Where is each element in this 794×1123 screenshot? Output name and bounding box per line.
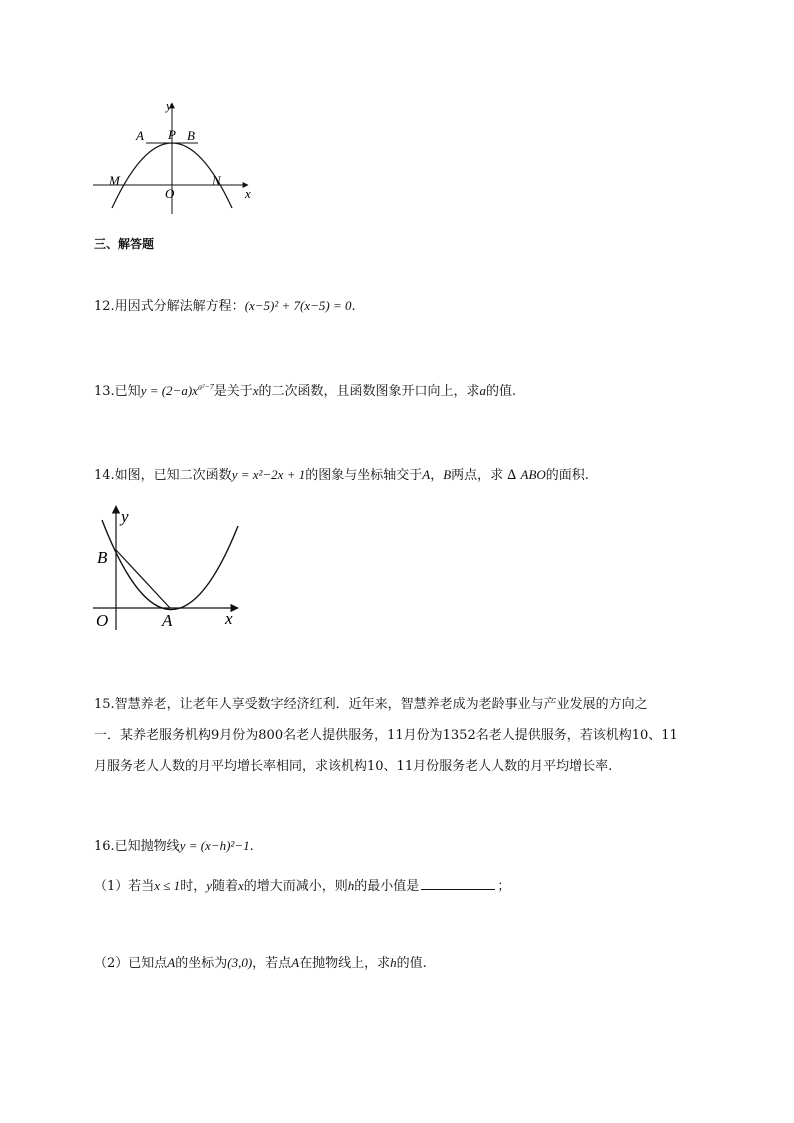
question-15-line-3: 月服务老人人数的月平均增长率相同，求该机构10、11月份服务老人人数的月平均增长率.: [94, 759, 613, 774]
q13-var-x: x: [252, 383, 259, 398]
label-p: P: [168, 127, 176, 142]
q16-p2-text-a: （2）已知点: [94, 956, 168, 971]
question-16: [94, 836, 254, 857]
q16-p1-text-d: 的增大而减小，则: [243, 879, 348, 894]
q14-text-4: 的面积.: [545, 468, 589, 483]
figure-2-parabola: [88, 500, 258, 635]
q13-text-2: 是关于: [213, 384, 253, 399]
q16-p2-var-h: h: [390, 955, 397, 970]
label-x: x: [245, 186, 251, 201]
q16-p2-text-b: 的坐标为: [175, 956, 228, 971]
segment-ab: [116, 550, 170, 608]
q14-text-1: 14.如图，已知二次函数: [94, 468, 232, 483]
q13-text-4: 的值.: [486, 384, 517, 399]
q16-p1-var-x: x: [238, 878, 244, 893]
label-x: x: [225, 609, 233, 628]
q16-p2-coord: (3,0): [227, 955, 253, 970]
q13-text-1: 13.已知: [94, 384, 141, 399]
q14-text-3: 两点，求 ∆: [451, 468, 521, 483]
q16-p2-point-a: A: [167, 955, 176, 970]
q14-sep: ，: [430, 468, 444, 483]
q13-exponent: a²−7: [197, 382, 214, 392]
q14-triangle: ABO: [520, 467, 546, 482]
question-15-line-1: 15.智慧养老，让老年人享受数字经济红利．近年来，智慧养老成为老龄事业与产业发展的方向之: [94, 697, 648, 712]
q16-expression: y = (x−h)²−1: [179, 838, 250, 853]
q12-end: .: [351, 299, 356, 314]
question-16-part-1: [94, 875, 510, 897]
figure-1-parabola: [88, 98, 263, 218]
q16-p2-text-e: 的值.: [396, 956, 427, 971]
q14-point-b: B: [443, 467, 452, 482]
q16-p2-point-a2: A: [291, 955, 300, 970]
label-a: A: [162, 611, 173, 630]
q13-var-a: a: [479, 383, 487, 398]
q16-p1-text-c: 随着: [211, 879, 238, 894]
label-y: y: [166, 98, 172, 113]
q16-p1-text-b: 时，: [180, 879, 207, 894]
q13-text-3: 的二次函数，且函数图象开口向上，求: [258, 384, 480, 399]
q16-text-1: 16.已知抛物线: [94, 839, 180, 854]
section-title: 三、解答题: [94, 237, 155, 251]
q16-end: .: [249, 839, 254, 854]
label-n: N: [212, 173, 221, 188]
q14-expression: y = x²−2x + 1: [231, 467, 306, 482]
q16-p1-text-e: 的最小值是: [354, 879, 420, 894]
label-o: O: [165, 186, 175, 201]
q16-p2-text-d: 在抛物线上，求: [299, 956, 391, 971]
q16-p1-var-h: h: [347, 878, 355, 893]
parabola-curve: [102, 520, 238, 610]
answer-blank[interactable]: [421, 875, 495, 890]
q14-text-2: 的图象与坐标轴交于: [305, 468, 423, 483]
q16-p1-condition: x ≤ 1: [154, 878, 181, 893]
q14-point-a: A: [422, 467, 431, 482]
q16-p2-text-c: ，若点: [252, 956, 292, 971]
question-16-part-2: [94, 953, 427, 974]
question-14: [94, 465, 589, 486]
label-y: y: [121, 507, 129, 526]
question-15-line-2: 一．某养老服务机构9月份为800名老人提供服务，11月份为1352名老人提供服务，若该机构10、11: [94, 728, 678, 743]
label-b: B: [97, 548, 108, 567]
q12-text: 12.用因式分解法解方程：: [94, 299, 245, 314]
label-a: A: [136, 128, 144, 143]
q12-equation: (x−5)² + 7(x−5) = 0: [244, 298, 352, 313]
q16-p1-end: ；: [497, 879, 511, 894]
q16-p1-text-a: （1）若当: [94, 879, 155, 894]
question-13: [94, 381, 516, 402]
label-m: M: [109, 173, 120, 188]
label-o: O: [96, 611, 109, 630]
label-b: B: [187, 128, 195, 143]
q13-expression: y = (2−a)x: [140, 383, 198, 398]
question-12: [94, 296, 356, 317]
q16-p1-var-y: y: [206, 878, 212, 893]
